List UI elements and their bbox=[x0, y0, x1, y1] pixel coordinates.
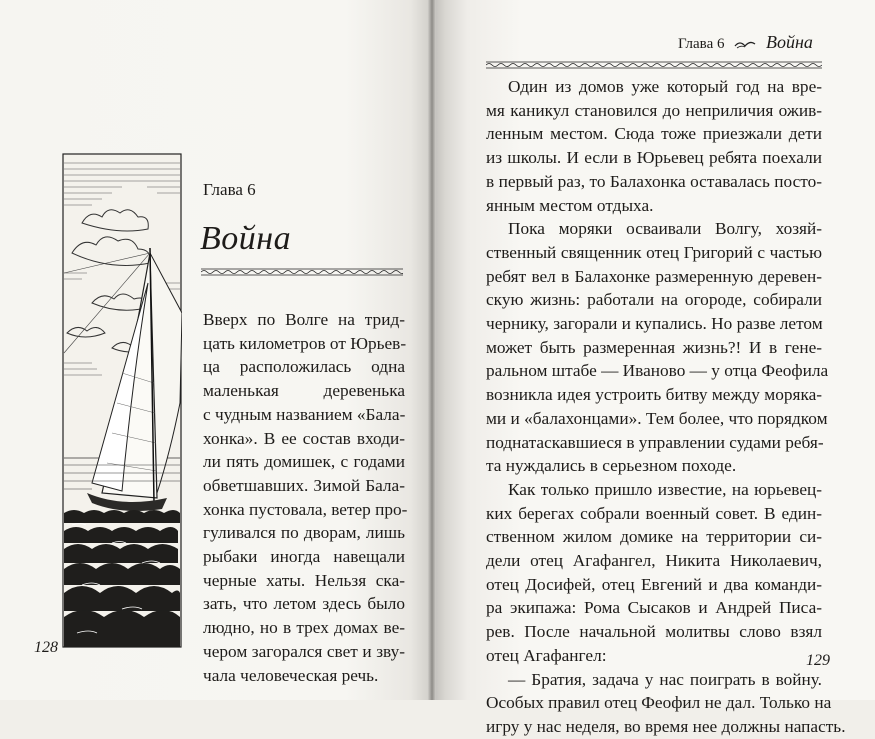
text-line: чером загорался свет и зву- bbox=[203, 641, 405, 661]
chapter-intro-text bbox=[203, 308, 408, 687]
text-line: цать километров от Юрьев- bbox=[203, 333, 407, 353]
text-line: чернику, загорали и купались. Но разве летом bbox=[486, 314, 823, 334]
seagull-icon bbox=[734, 40, 756, 50]
page-number-left: 128 bbox=[34, 639, 58, 656]
text-line: обветшавших. Зимой Бала- bbox=[203, 475, 405, 495]
text-line: скую жизнь: работали на огороде, собирали bbox=[486, 290, 822, 310]
text-line: отец Агафангел: bbox=[486, 645, 607, 665]
text-line: — Братия, задача у нас поиграть в войну. bbox=[508, 669, 822, 689]
ornamental-rule bbox=[486, 61, 822, 69]
text-line: ли пять домишек, с годами bbox=[203, 452, 405, 472]
text-line: возникла идея устроить битву между моряка- bbox=[486, 385, 822, 405]
text-line: зать, что летом здесь было bbox=[203, 594, 405, 614]
text-line: в первый раз, то Балахонка оставалась посто- bbox=[486, 171, 822, 191]
text-line: чала человеческая речь. bbox=[203, 665, 379, 685]
text-line: ственный священник отец Григорий с частью bbox=[486, 242, 822, 262]
sailboat-illustration bbox=[62, 153, 182, 648]
running-head bbox=[678, 32, 813, 53]
text-line: поднатаскавшиеся в управлении судами ребя- bbox=[486, 432, 824, 452]
text-line: Пока моряки осваивали Волгу, хозяй- bbox=[508, 219, 822, 239]
text-line: та нуждались в серьезном походе. bbox=[486, 456, 737, 476]
text-line: ральном штабе — Иваново — у отца Феофила bbox=[486, 361, 829, 381]
text-line: хонка пустовала, ветер про- bbox=[203, 499, 408, 519]
chapter-title: Война bbox=[200, 220, 292, 257]
text-line: черные хаты. Нельзя ска- bbox=[203, 570, 405, 590]
text-line: гуливался по дворам, лишь bbox=[203, 523, 405, 543]
text-line: маленькая деревенька bbox=[203, 381, 405, 401]
chapter-label: Глава 6 bbox=[203, 180, 256, 199]
text-line: рев. После начальной молитвы слово взял bbox=[486, 622, 822, 642]
text-line: Как только пришло известие, на юрьевец- bbox=[508, 479, 822, 499]
text-line: из школы. И если в Юрьевец ребята поехали bbox=[486, 148, 822, 168]
text-line: людно, но в трех домах ве- bbox=[203, 618, 405, 638]
text-line: Вверх по Волге на трид- bbox=[203, 310, 405, 329]
text-line: может быть размеренная жизнь?! И в гене- bbox=[486, 337, 822, 357]
page-number-right: 129 bbox=[806, 652, 830, 669]
text-line: хонка». В ее состав входи- bbox=[203, 428, 405, 448]
ornamental-rule bbox=[201, 268, 403, 276]
text-line: ленным местом. Сюда тоже приезжали дети bbox=[486, 124, 822, 144]
page-body-text bbox=[486, 75, 846, 739]
text-line: ра экипажа: Рома Сысаков и Андрей Писа- bbox=[486, 598, 822, 618]
text-line: с чудным названием «Бала- bbox=[203, 404, 406, 424]
text-line: игру у нас неделя, во время нее должны напасть. bbox=[486, 716, 846, 736]
running-head-chapter: Глава 6 bbox=[678, 36, 725, 52]
text-line: дели отец Агафангел, Никита Николаевич, bbox=[486, 551, 822, 571]
text-line: мя каникул становился до неприличия ожив- bbox=[486, 100, 822, 120]
book-gutter bbox=[428, 0, 436, 700]
text-line: Особых правил отец Феофил не дал. Только на bbox=[486, 693, 832, 713]
text-line: отец Досифей, отец Евгений и два команди- bbox=[486, 574, 822, 594]
text-line: ми и «балахонцами». Тем более, что порядком bbox=[486, 408, 828, 428]
running-head-title: Война bbox=[765, 32, 813, 52]
text-line: янным местом отдыха. bbox=[486, 195, 654, 215]
text-line: ких берегах собрали военный совет. В един- bbox=[486, 503, 822, 523]
text-line: Один из домов уже который год на вре- bbox=[508, 77, 822, 96]
text-line: ственном жилом домике на территории си- bbox=[486, 527, 822, 547]
text-line: рыбаки иногда навещали bbox=[203, 547, 405, 567]
text-line: ца расположилась одна bbox=[203, 357, 405, 377]
text-line: ребят вел в Балахонке размеренную деревен- bbox=[486, 266, 822, 286]
